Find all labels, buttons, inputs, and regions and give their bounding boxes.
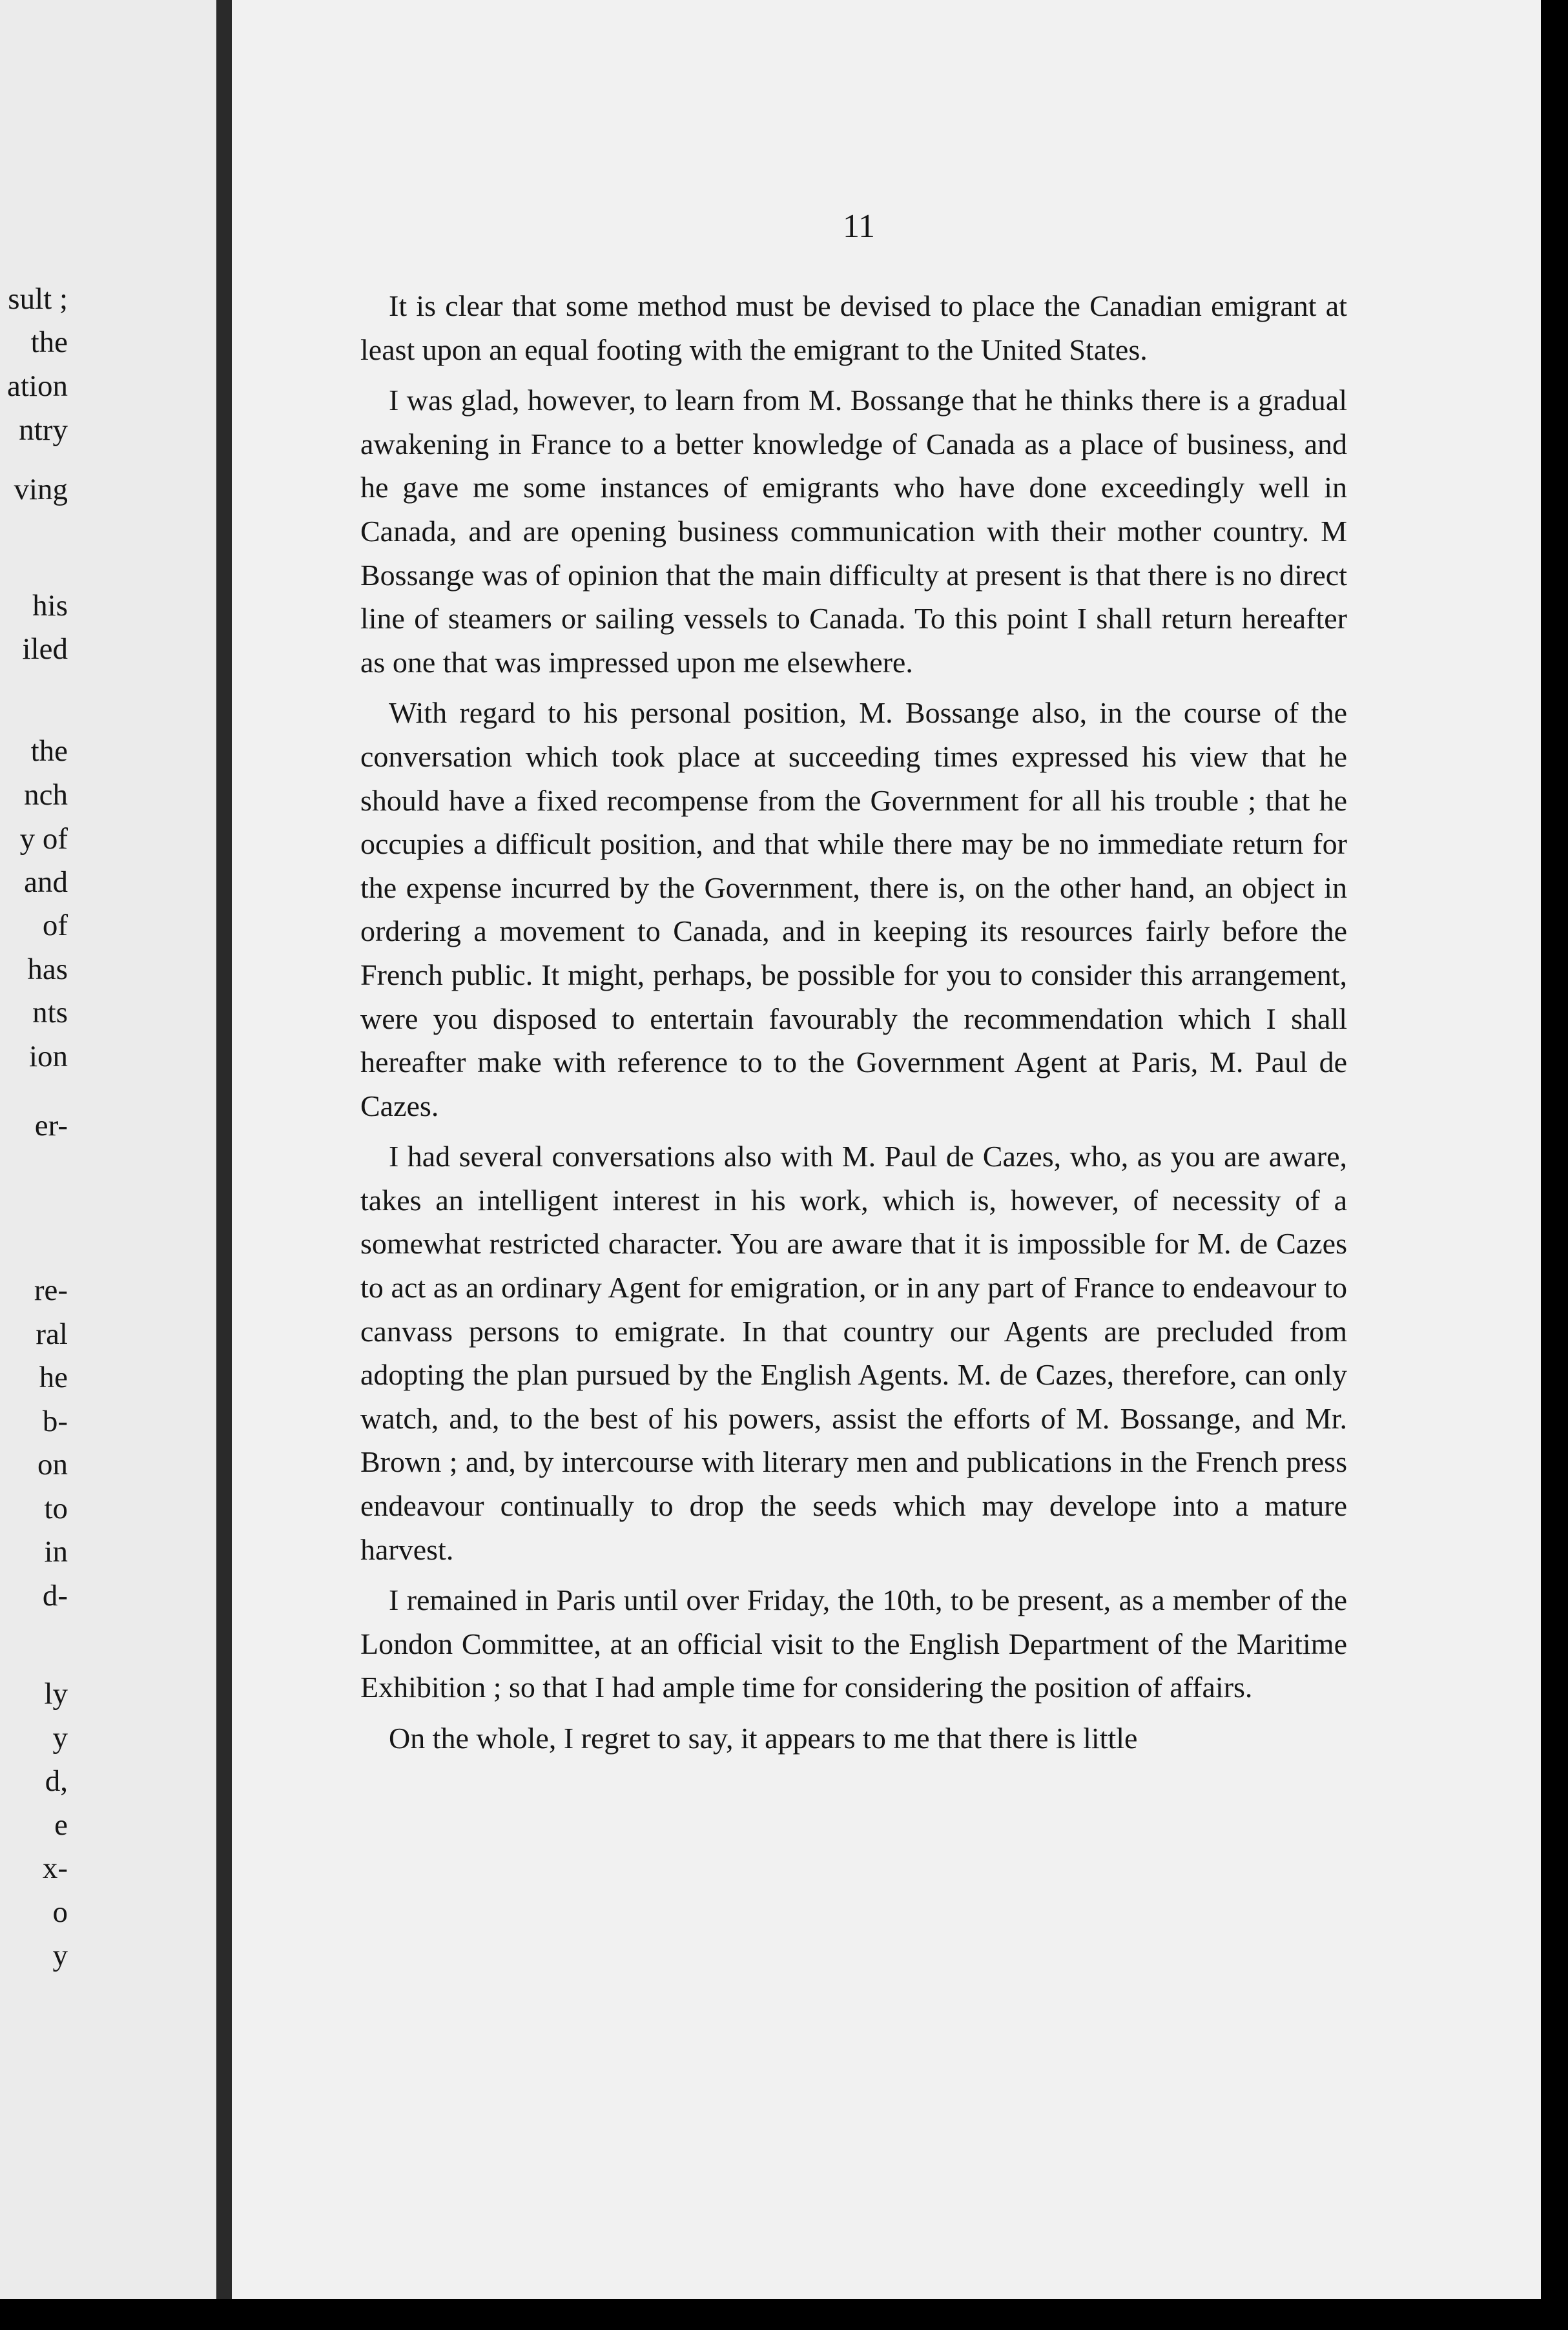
paragraph: I was glad, however, to learn from M. Bossange that he thinks there is a gradual awakening in France to a better knowledge of Canada as a place of business, and he gave me some instances of emigrants who have done exceedingly well in Canada, and are opening business communication with their mother country. M Bossange was of opinion that the main difficulty at present is that there is no direct line of steamers or sailing vessels to Canada. To this point I shall return hereafter as one that was impressed upon me elsewhere.	[360, 384, 1347, 679]
left-page-fragment: the	[30, 325, 68, 359]
paragraph: I had several conversations also with M. Paul de Cazes, who, as you are aware, takes an intelligent interest in his work, which is, however, of necessity of a somewhat restricted character. You are aware that it is impossible for M. de Cazes to act as an ordinary Agent for emigration, or in any part of France to endeavour to canvass persons to emigrate. In that country our Agents are precluded from adopting the plan pursued by the English Agents. M. de Cazes, therefore, can only watch, and, to the best of his powers, assist the efforts of M. Bossange, and Mr. Brown ; and, by intercourse with literary men and publications in the French press endeavour continually to drop the seeds which may develope into a mature harvest.	[360, 1140, 1347, 1566]
paragraph: It is clear that some method must be devised to place the Canadian emigrant at least upon an equal footing with the emigrant to the United States.	[360, 289, 1347, 366]
left-page-fragment: ion	[28, 1040, 68, 1073]
left-page-fragment: of	[42, 909, 68, 942]
left-page-fragment: his	[32, 589, 68, 623]
left-page-text-fragments	[0, 0, 216, 2299]
book-gutter	[216, 0, 232, 2299]
left-page-edge	[0, 0, 216, 2299]
left-page-fragment: ral	[36, 1317, 68, 1351]
left-page-fragment: er-	[34, 1109, 68, 1142]
paragraph: I remained in Paris until over Friday, the 10th, to be present, as a member of the London Committee, at an official visit to the English Department of the Maritime Exhibition ; so that I had ample time for considering the position of affairs.	[360, 1583, 1347, 1704]
left-page-fragment: ving	[14, 473, 68, 506]
left-page-fragment: to	[44, 1492, 68, 1525]
left-page-fragment: d-	[42, 1579, 68, 1613]
left-page-fragment: re-	[34, 1273, 68, 1307]
bottom-scan-border	[0, 2299, 1568, 2330]
left-page-fragment: has	[27, 953, 68, 986]
left-page-fragment: and	[24, 865, 68, 899]
left-page-fragment: in	[44, 1535, 68, 1569]
left-page-fragment: ntry	[19, 413, 68, 447]
left-page-fragment: he	[39, 1361, 68, 1394]
left-page-fragment: ation	[7, 369, 68, 403]
body-text	[360, 284, 1347, 1760]
left-page-fragment: o	[52, 1895, 68, 1929]
left-page-fragment: ly	[44, 1677, 68, 1711]
left-page-fragment: e	[54, 1808, 68, 1842]
paragraph: With regard to his personal position, M. Bossange also, in the course of the conversation which took place at succeeding times expressed his view that he should have a fixed recompense from the Government for all his trouble ; that he occupies a difficult position, and that while there may be no immediate return for the expense incurred by the Government, there is, on the other hand, an object in ordering a movement to Canada, and in keeping its resources fairly before the French public. It might, perhaps, be possible for you to consider this arrangement, were you disposed to entertain favourably the recommendation which I shall hereafter make with reference to to the Government Agent at Paris, M. Paul de Cazes.	[360, 696, 1347, 1122]
left-page-fragment: b-	[42, 1405, 68, 1438]
paragraph: On the whole, I regret to say, it appears to me that there is little	[389, 1722, 1138, 1755]
left-page-fragment: d,	[45, 1764, 68, 1798]
left-page-fragment: iled	[22, 632, 68, 666]
right-scan-border	[1541, 0, 1568, 2299]
left-page-fragment: nch	[24, 778, 68, 812]
left-page-fragment: nts	[32, 996, 68, 1029]
left-page-fragment: y	[52, 1721, 68, 1755]
left-page-fragment: y	[52, 1939, 68, 1972]
left-page-fragment: on	[37, 1448, 68, 1481]
page-number: 11	[842, 208, 876, 245]
left-page-fragment: the	[30, 734, 68, 768]
left-page-fragment: y of	[19, 822, 68, 856]
left-page-fragment: sult ;	[8, 282, 68, 316]
left-page-fragment: x-	[42, 1851, 68, 1885]
